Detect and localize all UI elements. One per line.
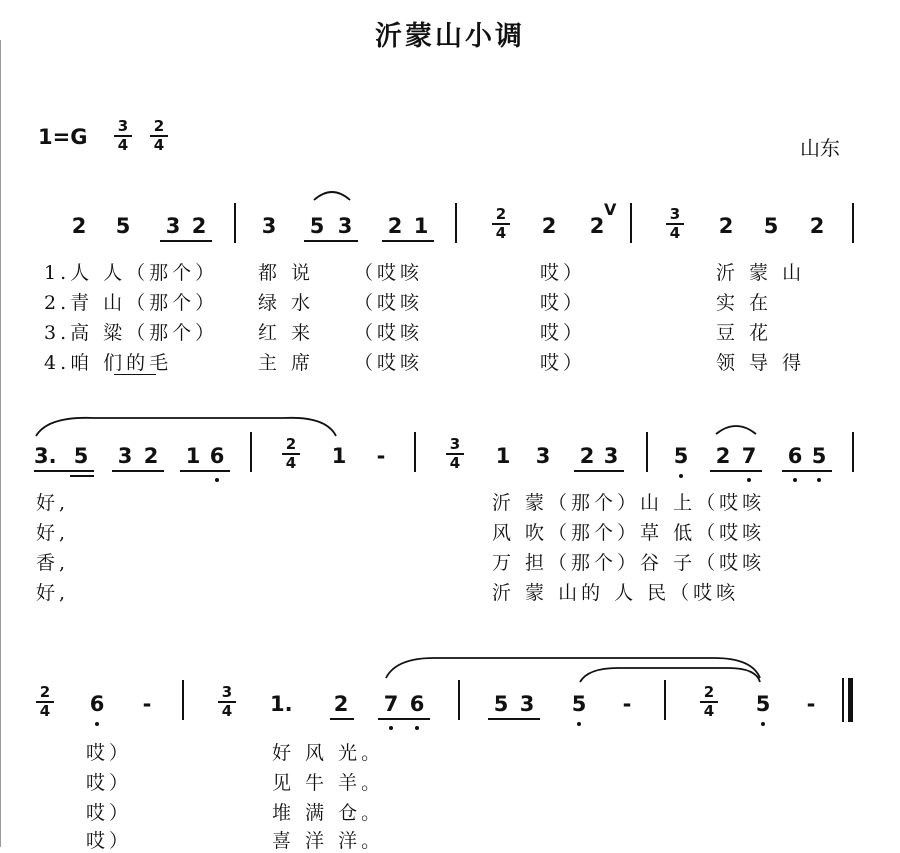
note: 3 — [519, 692, 535, 716]
note: 2 — [541, 214, 557, 238]
lyric: 哎） — [86, 802, 133, 824]
note: 1 — [495, 444, 511, 468]
beam-underline — [710, 470, 762, 472]
lyric: 沂 蒙（那个）山 上（哎咳 — [492, 492, 766, 514]
time-signature-2-4: $\frac{2}{4}$ — [282, 436, 300, 472]
note: 2 — [333, 692, 349, 716]
note: 1 — [185, 444, 201, 468]
lyric: 喜 洋 洋。 — [272, 830, 385, 852]
low-octave-dot — [679, 474, 683, 478]
lyric: （哎咳 — [354, 262, 424, 284]
dash-hold: - — [376, 444, 386, 468]
beam-underline — [488, 718, 540, 720]
lyric: （哎咳 — [354, 292, 424, 314]
note: 2 — [718, 214, 734, 238]
lyric: 3.高 粱（那个） — [44, 322, 219, 344]
low-octave-dot — [793, 478, 797, 482]
low-octave-dot — [389, 726, 393, 730]
beam-underline — [180, 470, 230, 472]
low-octave-dot — [747, 478, 751, 482]
lyric: 哎） — [540, 292, 587, 314]
note: 6 — [89, 692, 105, 716]
time-signature-2-4: $\frac{2}{4}$ — [150, 118, 168, 154]
bar-line — [852, 203, 854, 243]
lyric: 主 席 — [258, 352, 315, 374]
note: 3 — [261, 214, 277, 238]
time-signature-3-4: $\frac{3}{4}$ — [218, 684, 236, 720]
note: 3 — [337, 214, 353, 238]
note: 5 — [493, 692, 509, 716]
bar-line — [852, 432, 854, 472]
beam-underline — [70, 475, 94, 477]
lyric: 实 在 — [716, 292, 773, 314]
time-signature-3-4: $\frac{3}{4}$ — [114, 118, 132, 154]
page-edge-line — [0, 40, 1, 847]
slur-mark — [714, 420, 758, 436]
dash-hold: - — [806, 692, 816, 716]
note: 2 — [387, 214, 403, 238]
song-title: 沂蒙山小调 — [375, 21, 525, 52]
final-bar-line-thin — [842, 678, 844, 722]
lyric: （哎咳 — [354, 352, 424, 374]
note: 3 — [535, 444, 551, 468]
lyric: 哎） — [540, 262, 587, 284]
beam-underline — [378, 718, 430, 720]
lyric: 风 吹（那个）草 低（哎咳 — [492, 522, 766, 544]
note: 5 — [73, 444, 89, 468]
lyric: 好 风 光。 — [272, 742, 385, 764]
note: 6 — [787, 444, 803, 468]
low-octave-dot — [577, 722, 581, 726]
time-signature-3-4: $\frac{3}{4}$ — [666, 206, 684, 242]
lyric: 沂 蒙 山 — [716, 262, 806, 284]
note: 3 — [117, 444, 133, 468]
lyric: 哎） — [540, 352, 587, 374]
low-octave-dot — [95, 722, 99, 726]
note: 2 — [143, 444, 159, 468]
lyric: 见 牛 羊。 — [272, 772, 385, 794]
lyric: 哎） — [540, 322, 587, 344]
bar-line — [458, 680, 460, 720]
note: 7 — [741, 444, 757, 468]
note: 5 — [673, 444, 689, 468]
lyric: 哎） — [86, 830, 133, 852]
low-octave-dot — [817, 478, 821, 482]
dash-hold: 2 — [589, 214, 605, 238]
bar-line — [646, 432, 648, 472]
dash-hold: - — [622, 692, 632, 716]
lyric: （哎咳 — [354, 322, 424, 344]
lyric: 好, — [36, 582, 70, 604]
breath-mark: V — [604, 200, 617, 219]
beam-underline — [160, 240, 212, 242]
note: 5 — [309, 214, 325, 238]
note: 6 — [209, 444, 225, 468]
bar-line — [455, 203, 457, 243]
slur-mark — [312, 186, 352, 202]
low-octave-dot — [415, 726, 419, 730]
region-label: 山东 — [800, 136, 840, 160]
slur-mark — [578, 664, 762, 684]
note: 2 — [715, 444, 731, 468]
beam-underline — [304, 240, 358, 242]
note: 5 — [115, 214, 131, 238]
time-signature-2-4: $\frac{2}{4}$ — [36, 684, 54, 720]
note: 3 — [165, 214, 181, 238]
beam-underline — [382, 240, 434, 242]
lyric: 领 导 得 — [716, 352, 806, 374]
lyric: 堆 满 仓。 — [272, 802, 385, 824]
beam-underline — [782, 470, 832, 472]
note: 2 — [191, 214, 207, 238]
time-signature-2-4: $\frac{2}{4}$ — [492, 206, 510, 242]
bar-line — [414, 432, 416, 472]
bar-line — [664, 680, 666, 720]
key-signature: 1=G — [38, 125, 88, 149]
note: 7 — [383, 692, 399, 716]
low-octave-dot — [761, 722, 765, 726]
bar-line — [250, 432, 252, 472]
time-signature-3-4: $\frac{3}{4}$ — [446, 436, 464, 472]
beam-underline — [574, 470, 624, 472]
note: 6 — [409, 692, 425, 716]
lyric: 红 来 — [258, 322, 315, 344]
note: 3 — [603, 444, 619, 468]
bar-line — [630, 203, 632, 243]
lyric: 2.青 山（那个） — [44, 292, 219, 314]
beam-underline — [34, 470, 94, 472]
lyric: 哎） — [86, 772, 133, 794]
lyric: 沂 蒙 山的 人 民（哎咳 — [492, 582, 740, 604]
bar-line — [182, 680, 184, 720]
lyric: 绿 水 — [258, 292, 315, 314]
lyric: 1.人 人（那个） — [44, 262, 219, 284]
lyric: 好, — [36, 492, 70, 514]
lyric: 4.咱 们的毛 — [44, 352, 173, 374]
lyric: 豆 花 — [716, 322, 773, 344]
time-signature-2-4: $\frac{2}{4}$ — [700, 684, 718, 720]
note: 2 — [71, 214, 87, 238]
bar-line — [234, 203, 236, 243]
lyric-underline — [114, 374, 156, 375]
note: 3. — [34, 444, 57, 468]
beam-underline — [112, 470, 164, 472]
note: 5 — [571, 692, 587, 716]
note: 2 — [579, 444, 595, 468]
lyric: 万 担（那个）谷 子（哎咳 — [492, 552, 766, 574]
note: 5 — [811, 444, 827, 468]
dash-hold: - — [142, 692, 152, 716]
lyric: 香, — [36, 552, 70, 574]
lyric: 哎） — [86, 742, 133, 764]
beam-underline — [330, 718, 354, 720]
low-octave-dot — [215, 478, 219, 482]
note: 1. — [270, 692, 293, 716]
note: 2 — [809, 214, 825, 238]
lyric: 都 说 — [258, 262, 315, 284]
final-bar-line-thick — [848, 678, 853, 722]
note: 1 — [331, 444, 347, 468]
note: 5 — [763, 214, 779, 238]
note: 5 — [755, 692, 771, 716]
note: 1 — [413, 214, 429, 238]
lyric: 好, — [36, 522, 70, 544]
